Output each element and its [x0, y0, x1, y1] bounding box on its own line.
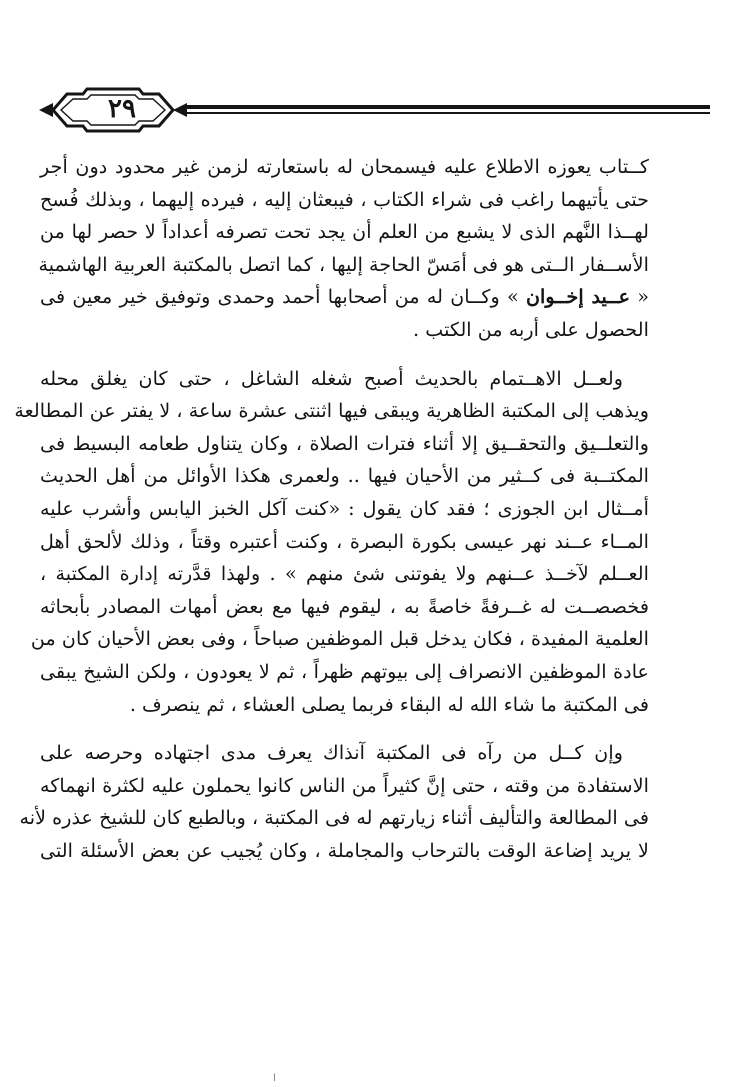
text-line: أمــثال ابن الجوزى ؛ فقد كان يقول : «كنت آكل الخبز اليابس وأشرب عليه [40, 496, 649, 520]
text-line: المــاء عــند نهر عيسى بكورة البصرة ، وكنت أعتبره وقتاً ، وذلك لألحق أهل [40, 529, 649, 553]
text-line: حتى يأتيهما راغب فى شراء الكتاب ، فيبعثان إليه ، فيرده إليهما ، وبذلك فُسح [40, 187, 649, 211]
text-line: عادة الموظفين الانصراف إلى بيوتهم ظهراً ، ثم لا يعودون ، ولكن الشيخ يبقى [40, 659, 649, 683]
text-line: ويذهب إلى المكتبة الظاهرية ويبقى فيها اثنتى عشرة ساعة ، لا يفتر عن المطالعة [14, 399, 649, 423]
text-line: لهــذا النَّهم الذى لا يشبع من العلم أن يجد تحت تصرفه أعداداً لا حصر لها من [40, 220, 649, 244]
text-line: والتعلــيق والتحقــيق إلا أثناء فترات الصلاة ، وكان يتناول طعامه البسيط فى [40, 431, 649, 455]
paragraph-3 [19, 737, 649, 867]
text-line: الاستفادة من وقته ، حتى إنَّ كثيراً من الناس كانوا يحملون عليه لكثرة انهماكه [40, 773, 649, 797]
text-line: فى المكتبة ما شاء الله له البقاء فربما يصلى العشاء ، ثم ينصرف . [129, 692, 649, 716]
text-line: العلمية المفيدة ، فكان يدخل قبل الموظفين صباحاً ، وفى بعض الأحيان كان من [30, 627, 649, 651]
page-header-ornament [35, 86, 710, 134]
text-line [40, 281, 649, 314]
text-segment: » وكــان له من أصحابها أحمد وحمدى وتوفيق خير معين فى [40, 285, 526, 309]
text-line: ولعــل الاهــتمام بالحديث أصبح شغله الشاغل ، حتى كان يغلق محله [40, 366, 623, 390]
text-segment: « [630, 285, 649, 309]
paragraph-1 [40, 151, 649, 347]
text-line: وإن كــل من رآه فى المكتبة آنذاك يعرف مدى اجتهاده وحرصه على [40, 741, 623, 765]
text-line: فخصصــت له غــرفةً خاصةً به ، ليقوم فيها مع بعض أمهات المصادر بأبحاثه [40, 594, 649, 618]
page-number: ٢٩ [108, 94, 136, 124]
text-line: فى المطالعة والتأليف أثناء زيارتهم له فى المكتبة ، وبالطبع كان للشيخ عذره لأنه [19, 806, 649, 830]
page-body-text [14, 151, 649, 867]
text-line: لا يريد إضاعة الوقت بالترحاب والمجاملة ، وكان يُجيب عن بعض الأسئلة التى [40, 838, 649, 862]
text-line: الأســفار الــتى هو فى أمَسّ الحاجة إليها ، كما اتصل بالمكتبة العربية الهاشمية [38, 252, 649, 276]
text-line: كــتاب يعوزه الاطلاع عليه فيسمحان له باستعارته لزمن غير محدود دون أجر [40, 155, 649, 178]
scan-mark: ا [273, 1073, 276, 1084]
text-line: العــلم لآخــذ عــنهم ولا يفوتنى شئ منهم » . ولهذا قدَّرته إدارة المكتبة ، [40, 562, 649, 586]
bold-name: عــيد إخــوان [525, 285, 631, 309]
paragraph-2 [14, 363, 649, 722]
text-line: الحصول على أربه من الكتب . [413, 317, 649, 341]
text-line: المكتــبة فى كــثير من الأحيان فيها .. ولعمرى هكذا الأوائل من أهل الحديث [40, 464, 649, 488]
